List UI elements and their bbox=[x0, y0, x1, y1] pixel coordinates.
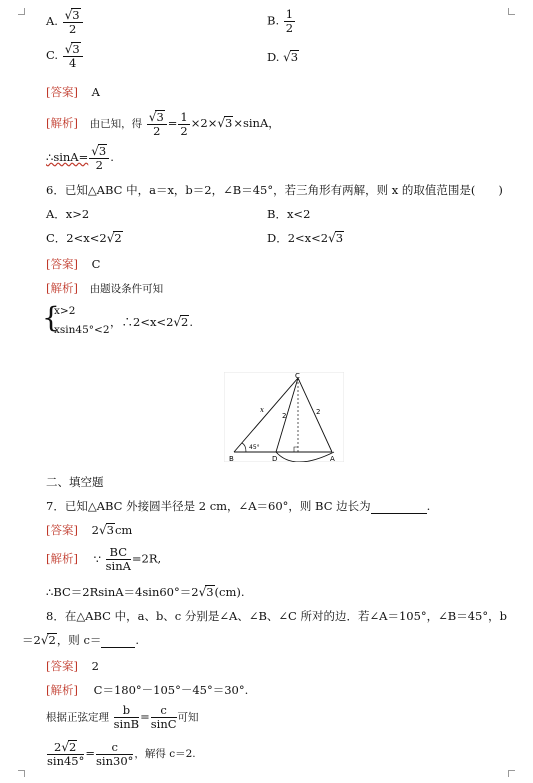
q8-final: $\frac{2√2}{\sin 45^\circ}$ = $\frac{c}{\sin 30^\circ}$ ，解得 c＝2. bbox=[47, 739, 196, 768]
crop-mark-bottom-right bbox=[508, 770, 515, 777]
q5-analysis: [解析] 由已知，得 $\frac{√3}{2}$ = $\frac{1}{2}$ ×2×√3×sinA， bbox=[46, 109, 280, 138]
q5-option-d: D. √3 bbox=[267, 50, 299, 64]
q8-stem-line2: ＝2√2，则 c＝ . bbox=[22, 633, 140, 647]
crop-mark-bottom-left bbox=[18, 770, 25, 777]
crop-mark-top-right bbox=[508, 8, 515, 15]
label-2a: 2 bbox=[282, 412, 287, 420]
answer-tag: [答案] bbox=[46, 85, 78, 99]
q6-stem: 6．已知△ABC 中，a＝x，b＝2，∠B＝45°，若三角形有两解，则 x 的取值范围是( ) bbox=[46, 183, 503, 197]
q6-conclusion: ，∴2<x<2√2. bbox=[110, 315, 194, 329]
label-A: A bbox=[330, 455, 335, 462]
triangle-figure bbox=[224, 372, 344, 462]
q5-option-c: C. $\frac{√3}{4}$ bbox=[46, 42, 84, 70]
q8-analysis: [解析] C＝180°－105°－45°＝30°. bbox=[46, 683, 249, 697]
q6-option-b: B．x<2 bbox=[267, 207, 311, 221]
q7-stem: 7．已知△ABC 外接圆半径是 2 cm，∠A＝60°，则 BC 边长为 . bbox=[46, 499, 431, 513]
system-line-2: xsin45°<2 bbox=[54, 324, 110, 336]
q6-answer: [答案] C bbox=[46, 257, 101, 271]
analysis-tag: [解析] bbox=[46, 116, 78, 130]
q6-option-c: C．2<x<2√2 bbox=[46, 231, 122, 245]
q7-analysis: [解析] ∵ $\frac{BC}{\sin A}$ =2R, bbox=[46, 545, 162, 573]
q6-option-d: D．2<x<2√3 bbox=[267, 231, 344, 245]
label-D: D bbox=[272, 455, 278, 462]
label-C: C bbox=[295, 372, 300, 380]
q8-stem-line1: 8．在△ABC 中，a、b、c 分别是∠A、∠B、∠C 所对的边．若∠A＝105°，∠B＝45°，b bbox=[46, 609, 507, 623]
q5-therefore: ∴sinA= $\frac{√3}{2}$ . bbox=[46, 144, 114, 172]
label-2b: 2 bbox=[316, 408, 321, 416]
q6-option-a: A．x>2 bbox=[46, 207, 90, 221]
crop-mark-top-left bbox=[18, 8, 25, 15]
q5-answer: [答案] A bbox=[46, 85, 100, 99]
q6-analysis: [解析] 由题设条件可知 bbox=[46, 281, 164, 295]
q8-answer: [答案] 2 bbox=[46, 659, 99, 673]
q5-option-b: B. $\frac{1}{2}$ bbox=[267, 7, 294, 35]
system-line-1: x>2 bbox=[54, 305, 76, 317]
q7-line2: ∴BC＝2RsinA＝4sin60°＝2√3(cm). bbox=[46, 585, 245, 599]
system-brace: { bbox=[42, 301, 60, 334]
q8-sine-rule: 根据正弦定理 $\frac{b}{\sin B}$ = $\frac{c}{\sin C}$ 可知 bbox=[46, 703, 199, 731]
q7-answer: [答案] 2√3cm bbox=[46, 523, 133, 537]
section-title: 二、填空题 bbox=[46, 475, 104, 489]
label-B: B bbox=[229, 455, 234, 462]
label-angle: 45° bbox=[249, 444, 260, 451]
label-x: x bbox=[260, 406, 264, 414]
q5-option-a: A. $\frac{√3}{2}$ bbox=[46, 8, 84, 36]
